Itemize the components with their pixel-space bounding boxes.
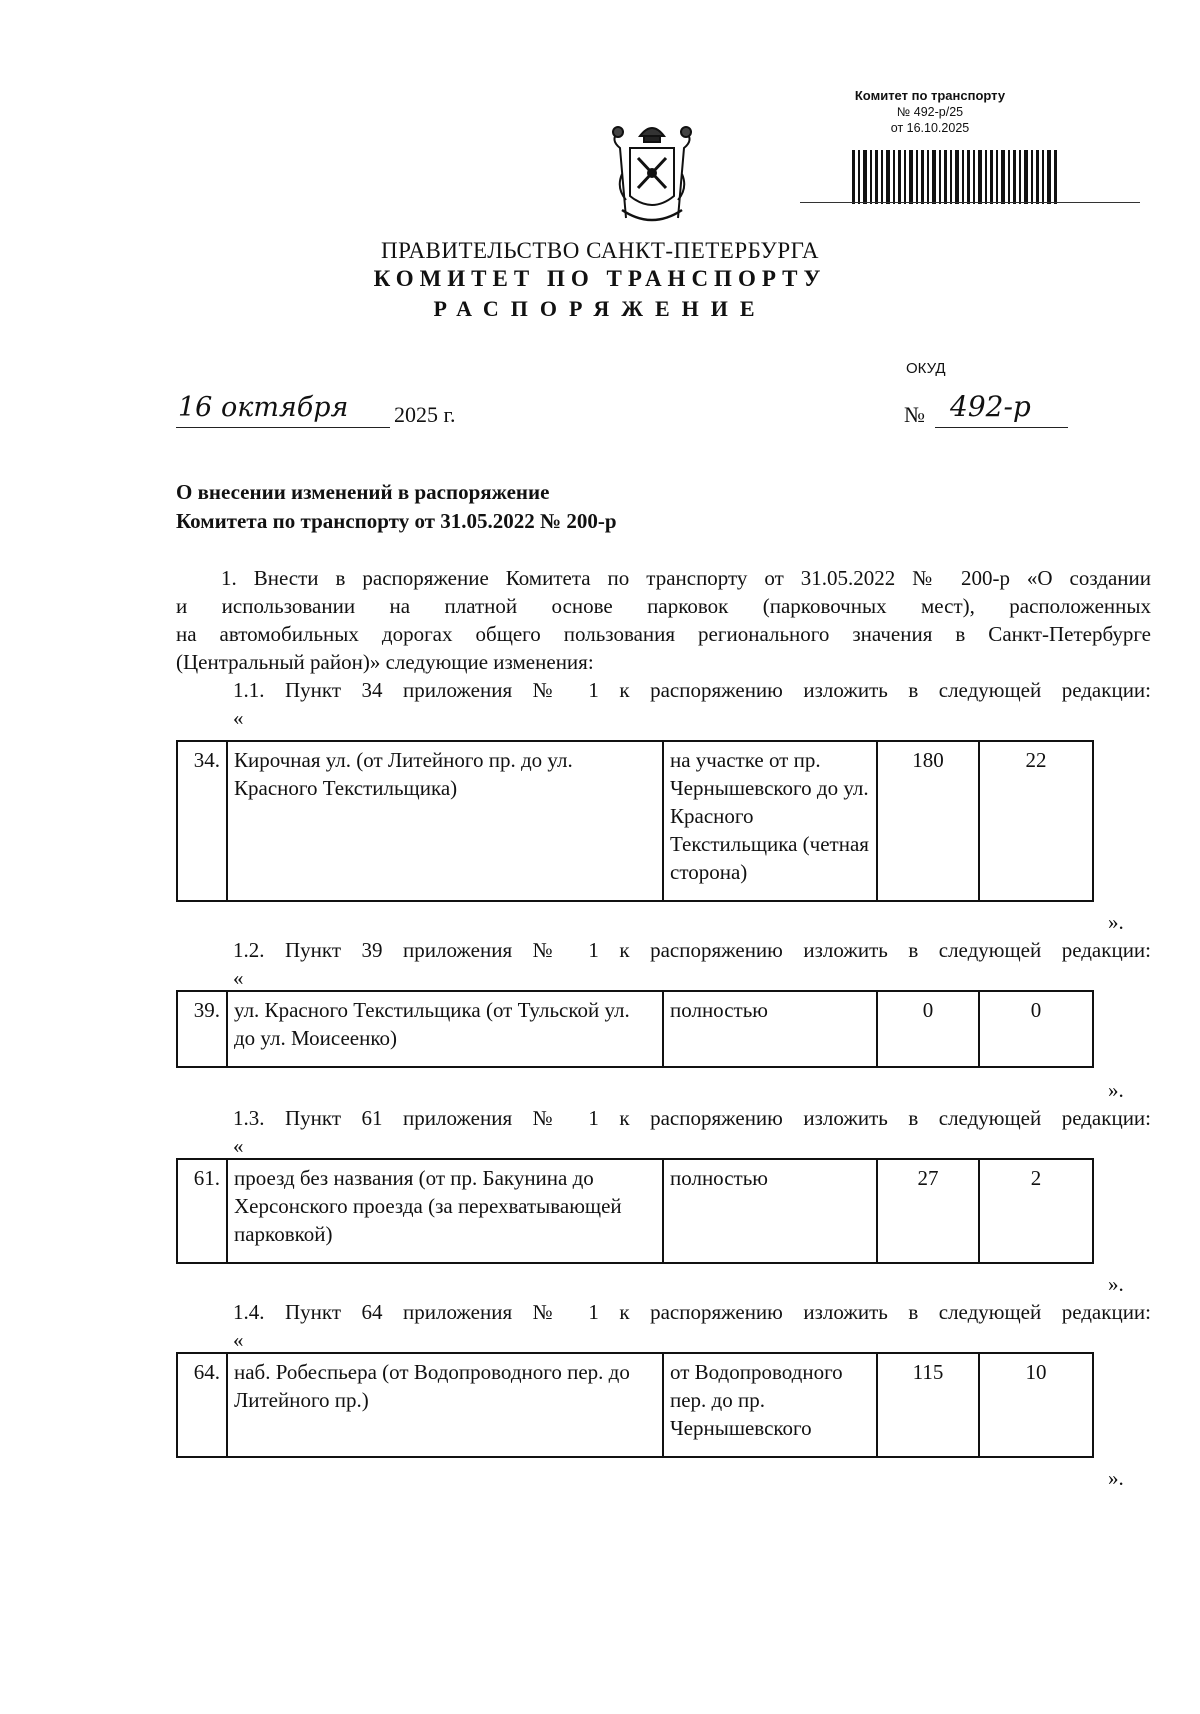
section-4-table	[176, 1352, 1094, 1458]
row-area: полностью	[663, 1159, 877, 1263]
table-row	[177, 1159, 1093, 1263]
section-4-heading: 1.4. Пункт 64 приложения № 1 к распоряжению изложить в следующей редакции:	[233, 1300, 1151, 1324]
row-total: 0	[877, 991, 979, 1067]
para1-line-2: и использовании на платной основе парковок (парковочных мест), расположенных	[176, 594, 1151, 618]
registration-stamp	[815, 88, 1045, 136]
table-row	[177, 741, 1093, 901]
barcode-underline	[800, 202, 1140, 203]
row-total: 27	[877, 1159, 979, 1263]
para1-line-1: 1. Внести в распоряжение Комитета по транспорту от 31.05.2022 № 200-р «О создании	[221, 566, 1151, 590]
section-3-table	[176, 1158, 1094, 1264]
row-area: на участке от пр. Чернышевского до ул. Красного Текстильщика (четная сторона)	[663, 741, 877, 901]
open-quote: «	[233, 706, 244, 730]
row-paid: 22	[979, 741, 1093, 901]
row-paid: 0	[979, 991, 1093, 1067]
para1-line-3: на автомобильных дорогах общего пользования регионального значения в Санкт-Петербурге	[176, 622, 1151, 646]
open-quote: «	[233, 1134, 244, 1158]
open-quote: «	[233, 1328, 244, 1352]
close-quote: ».	[1108, 1272, 1124, 1296]
number-underline	[935, 427, 1068, 428]
barcode-icon	[850, 150, 1060, 204]
section-1-heading: 1.1. Пункт 34 приложения № 1 к распоряжению изложить в следующей редакции:	[233, 678, 1151, 702]
row-number: 64.	[177, 1353, 227, 1457]
document-type: РАСПОРЯЖЕНИЕ	[433, 296, 767, 321]
section-3-heading: 1.3. Пункт 61 приложения № 1 к распоряжению изложить в следующей редакции:	[233, 1106, 1151, 1130]
section-2-table	[176, 990, 1094, 1068]
stamp-number: № 492-р/25	[896, 105, 964, 119]
date-year: 2025 г.	[394, 402, 456, 427]
section-1-table	[176, 740, 1094, 902]
close-quote: ».	[1108, 1078, 1124, 1102]
row-number: 61.	[177, 1159, 227, 1263]
subject-line-1: О внесении изменений в распоряжение	[176, 480, 550, 504]
table-row	[177, 991, 1093, 1067]
row-paid: 10	[979, 1353, 1093, 1457]
open-quote: «	[233, 966, 244, 990]
date-underline	[176, 427, 390, 428]
row-street: проезд без названия (от пр. Бакунина до Херсонского проезда (за перехватывающей парковкой)	[227, 1159, 663, 1263]
date-handwritten: 16 октября	[178, 392, 349, 423]
row-area: от Водопроводного пер. до пр. Чернышевского	[663, 1353, 877, 1457]
stamp-date: от 16.10.2025	[890, 121, 970, 135]
subject-line-2: Комитета по транспорту от 31.05.2022 № 200-р	[176, 509, 617, 533]
government-title: ПРАВИТЕЛЬСТВО САНКТ-ПЕТЕРБУРГА	[380, 238, 820, 263]
row-number: 34.	[177, 741, 227, 901]
para1-line-4: (Центральный район)» следующие изменения:	[176, 650, 594, 674]
row-street: Кирочная ул. (от Литейного пр. до ул. Красного Текстильщика)	[227, 741, 663, 901]
row-total: 180	[877, 741, 979, 901]
row-street: ул. Красного Текстильщика (от Тульской ул. до ул. Моисеенко)	[227, 991, 663, 1067]
table-row	[177, 1353, 1093, 1457]
number-handwritten: 492-р	[950, 390, 1031, 423]
number-sign: №	[904, 402, 925, 427]
okud-label: ОКУД	[906, 360, 946, 377]
stamp-org: Комитет по транспорту	[854, 88, 1006, 103]
coat-of-arms-icon	[600, 118, 704, 230]
document-subject	[176, 478, 876, 536]
row-area: полностью	[663, 991, 877, 1067]
row-street: наб. Робеспьера (от Водопроводного пер. до Литейного пр.)	[227, 1353, 663, 1457]
row-number: 39.	[177, 991, 227, 1067]
row-paid: 2	[979, 1159, 1093, 1263]
section-2-heading: 1.2. Пункт 39 приложения № 1 к распоряжению изложить в следующей редакции:	[233, 938, 1151, 962]
row-total: 115	[877, 1353, 979, 1457]
close-quote: ».	[1108, 910, 1124, 934]
committee-title: КОМИТЕТ ПО ТРАНСПОРТУ	[373, 266, 827, 291]
close-quote: ».	[1108, 1466, 1124, 1490]
